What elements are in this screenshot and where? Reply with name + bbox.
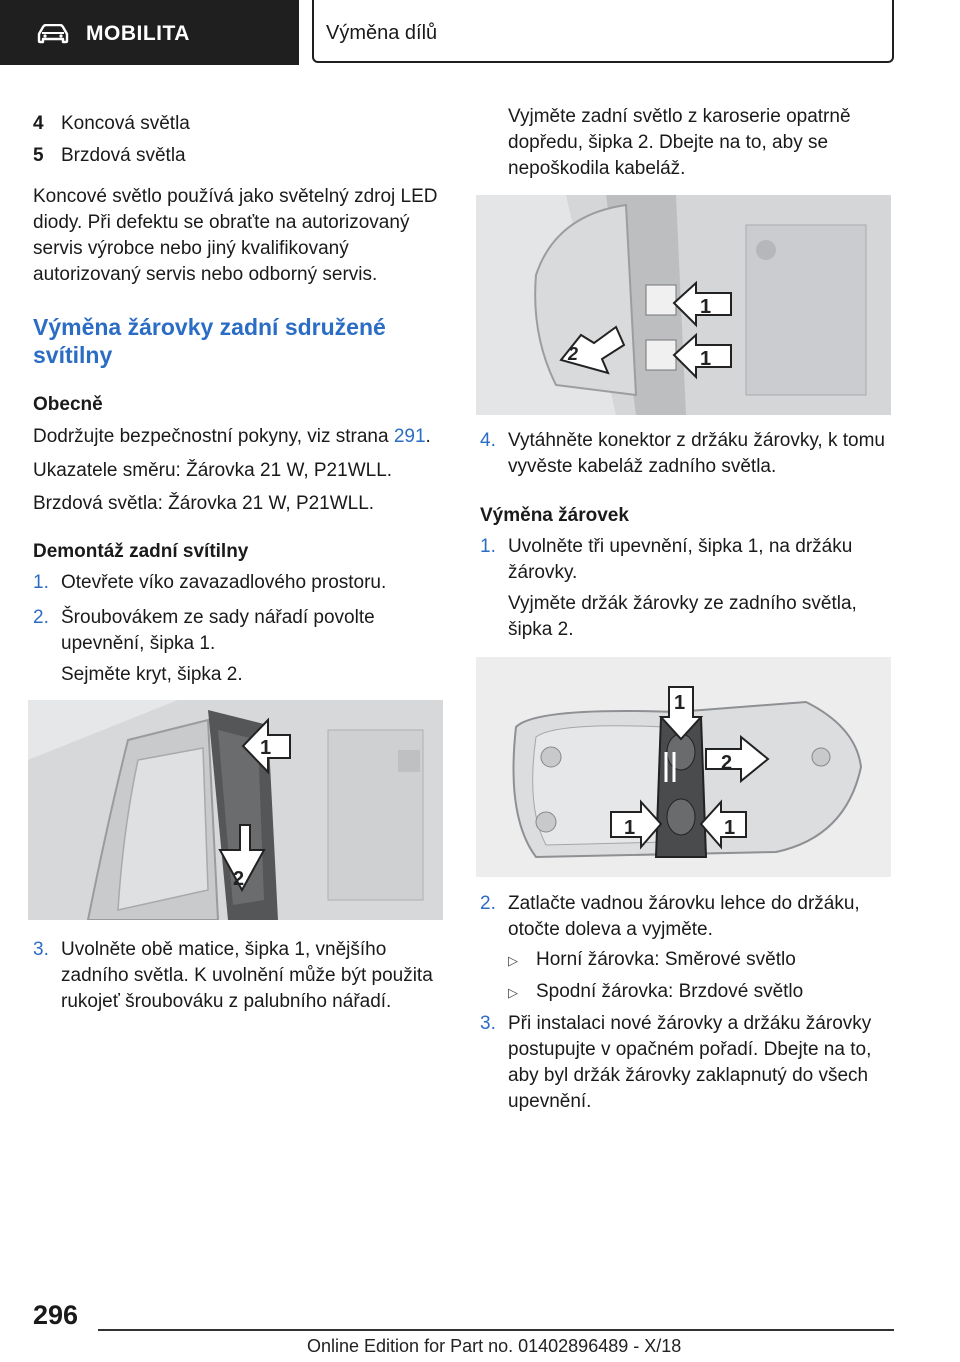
bulb-holder-illustration xyxy=(476,657,891,877)
general-title: Obecně xyxy=(33,394,103,415)
page-link[interactable]: 291 xyxy=(393,426,426,447)
step-sub: Sejměte kryt, šipka 2. xyxy=(61,664,243,685)
svg-text:1: 1 xyxy=(700,296,712,318)
replace-title: Výměna žárovek xyxy=(480,505,629,526)
section-label: MOBILITA xyxy=(86,22,190,45)
svg-text:1: 1 xyxy=(260,737,272,759)
svg-text:2: 2 xyxy=(568,344,579,364)
footer-divider xyxy=(98,1329,894,1331)
triangle-bullet-icon: ▷ xyxy=(508,985,518,1000)
figure-light-removal xyxy=(476,195,891,415)
svg-text:1: 1 xyxy=(624,817,636,839)
removal-title: Demontáž zadní svítilny xyxy=(33,541,249,562)
indicator-bulb: Ukazatele směru: Žárovka 21 W, P21WLL. xyxy=(33,460,393,481)
figure-bulb-holder xyxy=(476,657,891,877)
figure-cover-removal xyxy=(28,700,443,920)
brake-bulb: Brzdová světla: Žárovka 21 W, P21WLL. xyxy=(33,493,375,514)
led-note: Koncové světlo používá jako světelný zdroj LED diody. Při defektu se obraťte na autorizovaný servis výrobce nebo jiný kvalifikovaný autorizovaný servis nebo odborný servis. xyxy=(33,186,438,285)
svg-text:2: 2 xyxy=(721,752,733,774)
svg-text:2: 2 xyxy=(233,868,245,890)
light-removal-illustration xyxy=(476,195,891,415)
car-icon xyxy=(36,24,70,44)
svg-text:1: 1 xyxy=(724,817,736,839)
cover-illustration xyxy=(28,700,443,920)
chapter-tab xyxy=(312,0,894,63)
section-tab xyxy=(0,0,299,65)
chapter-title: Výměna dílů xyxy=(326,22,438,44)
step-sub: Vyjměte držák žárovky ze zadního světla, šipka 2. xyxy=(508,593,857,640)
svg-text:1: 1 xyxy=(700,348,712,370)
safety-note: Dodržujte bezpečnostní pokyny, viz strana 291. xyxy=(33,426,431,447)
page-number: 296 xyxy=(33,1300,79,1330)
triangle-bullet-icon: ▷ xyxy=(508,953,518,968)
edition-note: Online Edition for Part no. 01402896489 - X/18 xyxy=(307,1336,682,1356)
section-heading: Výměna žárovky zadní sdružené svítilny xyxy=(33,314,386,368)
remove-light-note: Vyjměte zadní světlo z karoserie opatrně dopředu, šipka 2. Dbejte na to, aby se nepoškodila kabeláž. xyxy=(508,106,851,179)
svg-text:1: 1 xyxy=(674,692,686,714)
